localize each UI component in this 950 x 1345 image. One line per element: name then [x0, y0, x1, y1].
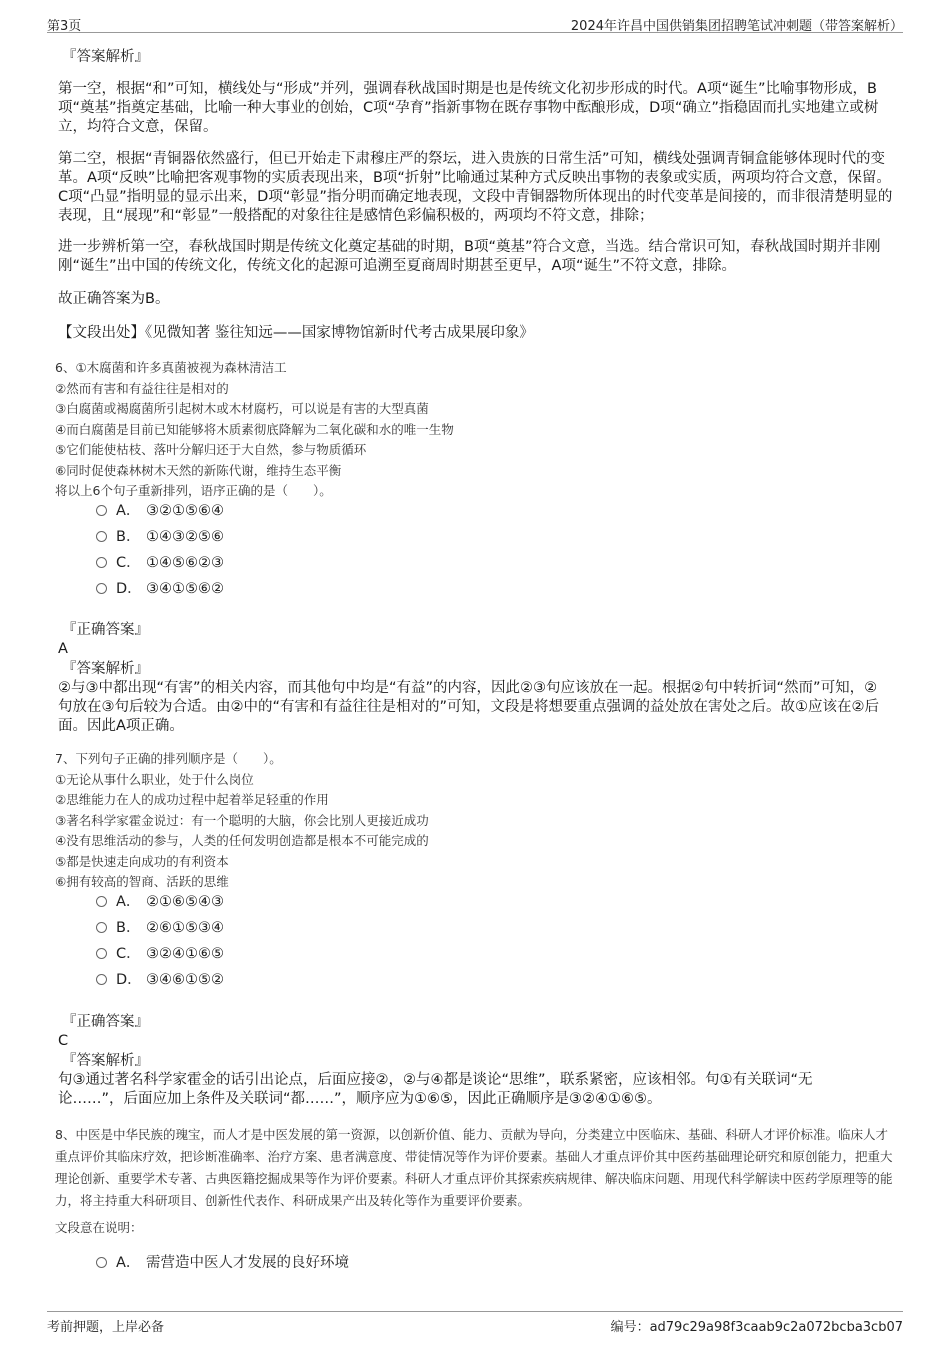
q8-stem: 8、中医是中华民族的瑰宝，而人才是中医发展的第一资源，以创新价值、能力、贡献为导向，分类建立中医临床、基础、科研人才评价标准。临床人才重点评价其临床疗效，把诊断准确率、治疗方案、患者满意度、带徒情况等作为评价要素。基础人才重点评价其中医药基础理论研究和原创能力，把重大理论创新、重要学术专著、古典医籍挖掘成果等作为评价要素。科研人才重点评价其探索疾病规律、解决临床问题、用现代科学解读中医药学原理等的能力，将主持重大科研项目、创新性代表作、科研成果产出及转化等作为重要评价要素。 — [55, 1127, 893, 1208]
q5-conclusion: 故正确答案为B。 — [58, 291, 170, 307]
q6-analysis-title: 『答案解析』 — [62, 661, 149, 677]
q6-answer: A — [58, 641, 68, 657]
radio-icon[interactable] — [96, 948, 107, 959]
q5-analysis-para-3: 进一步辨析第一空，春秋战国时期是传统文化奠定基础的时期，B项“奠基”符合文意，当选。结合常识可知，春秋战国时期并非刚刚“诞生”出中国的传统文化，传统文化的起源可追溯至夏商周时期甚至更早，A项“诞生”不符文意，排除。 — [58, 239, 881, 274]
q6-stem-line: ②然而有害和有益往往是相对的 — [55, 380, 229, 396]
q6-question: 将以上6个句子重新排列，语序正确的是（ ）。 — [55, 483, 332, 498]
radio-icon[interactable] — [96, 922, 107, 933]
document-title: 2024年许昌中国供销集团招聘笔试冲刺题（带答案解析） — [570, 19, 903, 34]
q8-question: 文段意在说明： — [55, 1220, 143, 1235]
q7-option-b[interactable]: B． ②⑥①⑤③④ — [96, 918, 224, 938]
q5-source: 【文段出处】《见微知著 鉴往知远——国家博物馆新时代考古成果展印象》 — [58, 325, 534, 341]
radio-icon[interactable] — [96, 557, 107, 568]
page-number: 第3页 — [47, 19, 82, 34]
q6-stem-line: ⑥同时促使森林树木天然的新陈代谢，维持生态平衡 — [55, 462, 342, 478]
q6-stem-line: ③白腐菌或褐腐菌所引起树木或木材腐朽，可以说是有害的大型真菌 — [55, 401, 429, 416]
q7-stem-line: ②思维能力在人的成功过程中起着举足轻重的作用 — [55, 792, 329, 807]
q8-option-a[interactable]: A． 需营造中医人才发展的良好环境 — [96, 1253, 349, 1273]
q6-answer-title: 『正确答案』 — [62, 622, 149, 638]
q5-analysis-para-2: 第二空，根据“青铜器依然盛行，但已开始走下肃穆庄严的祭坛，进入贵族的日常生活”可知，横线处强调青铜盒能够体现时代的变革。A项“反映”比喻把客观事物的实质表现出来，B项“折射”比喻通过某种方式反映出事物的表象或实质，两项均符合文意，保留。C项“凸显”指明显的显示出来，D项“彰显”指分明而确定地表现，文段中青铜器物所体现出的时代变革是间接的，而非很清楚明显的表现，且“展现”和“彰显”一般搭配的对象往往是感情色彩偏积极的，两项均不符文意，排除； — [58, 151, 893, 224]
footer-slogan: 考前押题，上岸必备 — [47, 1320, 165, 1335]
q6-option-b[interactable]: B． ①④③②⑤⑥ — [96, 527, 224, 547]
q7-stem-line: ⑥拥有较高的智商、活跃的思维 — [55, 874, 229, 889]
q6-stem-line: ⑤它们能使枯枝、落叶分解归还于大自然，参与物质循环 — [55, 442, 367, 457]
q7-question: 7、下列句子正确的排列顺序是（ ）。 — [55, 751, 282, 766]
q7-option-d[interactable]: D． ③④⑥①⑤② — [96, 970, 224, 990]
q6-stem-line: ④而白腐菌是目前已知能够将木质素彻底降解为二氧化碳和水的唯一生物 — [55, 421, 454, 437]
radio-icon[interactable] — [96, 583, 107, 594]
radio-icon[interactable] — [96, 974, 107, 985]
q6-stem-line: 6、①木腐菌和许多真菌被视为森林清洁工 — [55, 360, 287, 375]
q7-answer-title: 『正确答案』 — [62, 1014, 149, 1030]
radio-icon[interactable] — [96, 896, 107, 907]
q5-analysis-para-1: 第一空，根据“和”可知，横线处与“形成”并列，强调春秋战国时期是也是传统文化初步形成的时代。A项“诞生”比喻事物形成，B项“奠基”指奠定基础，比喻一种大事业的创始，C项“孕育”指新事物在既存事物中酝酿形成，D项“确立”指稳固而扎实地建立或树立，均符合文意，保留。 — [58, 81, 879, 135]
q7-stem-line: ①无论从事什么职业，处于什么岗位 — [55, 771, 254, 787]
q7-stem-line: ⑤都是快速走向成功的有利资本 — [55, 853, 229, 869]
q5-analysis-title: 『答案解析』 — [62, 49, 149, 65]
radio-icon[interactable] — [96, 1257, 107, 1268]
page-header — [47, 10, 903, 33]
q6-option-a[interactable]: A． ③②①⑤⑥④ — [96, 501, 224, 521]
q7-stem-line: ③著名科学家霍金说过：有一个聪明的大脑，你会比别人更接近成功 — [55, 812, 429, 828]
q7-analysis-title: 『答案解析』 — [62, 1053, 149, 1069]
radio-icon[interactable] — [96, 531, 107, 542]
q7-option-c[interactable]: C． ③②④①⑥⑤ — [96, 944, 224, 964]
q7-option-a[interactable]: A． ②①⑥⑤④③ — [96, 892, 224, 912]
radio-icon[interactable] — [96, 505, 107, 516]
page-footer — [47, 1311, 903, 1336]
q7-analysis: 句③通过著名科学家霍金的话引出论点，后面应接②，②与④都是谈论“思维”，联系紧密，应该相邻。句①有关联词“无论……”，后面应加上条件及关联词“都……”，顺序应为①⑥⑤，因此正确顺序是③②④①⑥⑤。 — [58, 1072, 813, 1107]
q6-option-c[interactable]: C． ①④⑤⑥②③ — [96, 553, 224, 573]
document-id: 编号：ad79c29a98f3caab9c2a072bcba3cb07 — [610, 1320, 903, 1335]
q6-analysis: ②与③中都出现“有害”的相关内容，而其他句中均是“有益”的内容，因此②③句应该放在一起。根据②句中转折词“然而”可知，②句放在③句后较为合适。由②中的“有害和有益往往是相对的”可知，文段是将想要重点强调的益处放在害处之后。故①应该在②后面。因此A项正确。 — [58, 680, 880, 734]
q7-answer: C — [58, 1033, 69, 1049]
q7-stem-line: ④没有思维活动的参与，人类的任何发明创造都是根本不可能完成的 — [55, 833, 429, 848]
q6-option-d[interactable]: D． ③④①⑤⑥② — [96, 579, 224, 599]
